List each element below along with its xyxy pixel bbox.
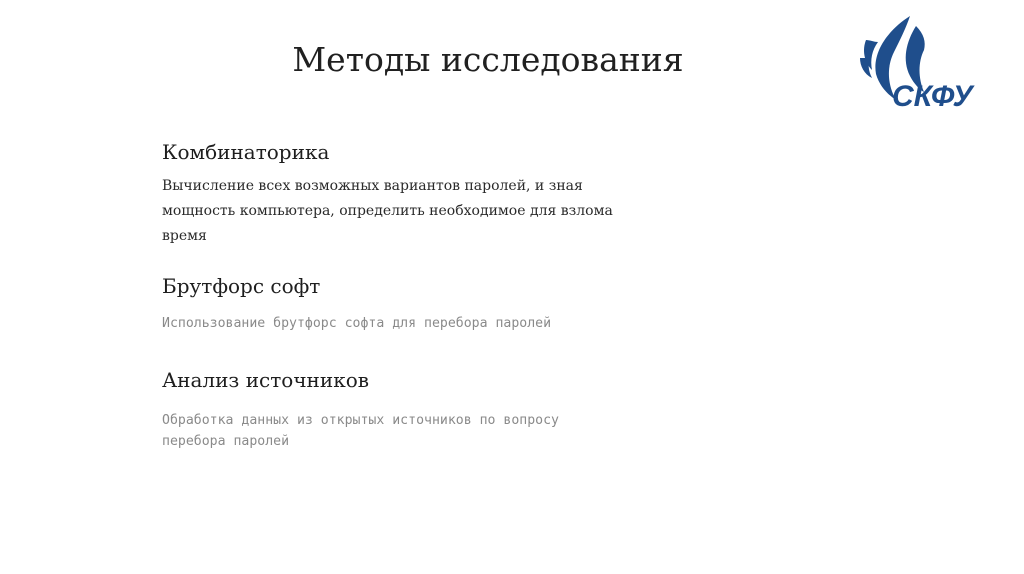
section-body-combinatorics: Вычисление всех возможных вариантов паролей, и зная мощность компьютера, определить необходимое для взлома время bbox=[162, 178, 613, 244]
section-heading-bruteforce: Брутфорс софт bbox=[162, 274, 321, 298]
section-heading-combinatorics: Комбинаторика bbox=[162, 140, 330, 164]
section-body-bruteforce: Использование брутфорс софта для перебора паролей bbox=[162, 316, 552, 331]
logo bbox=[858, 12, 998, 112]
page-title: Методы исследования bbox=[292, 40, 684, 79]
wings-icon bbox=[858, 12, 998, 112]
section-heading-sources: Анализ источников bbox=[162, 368, 370, 392]
logo-text: СКФУ bbox=[892, 80, 973, 112]
section-body-sources: Обработка данных из открытых источников по вопросу перебора паролей bbox=[162, 413, 559, 449]
